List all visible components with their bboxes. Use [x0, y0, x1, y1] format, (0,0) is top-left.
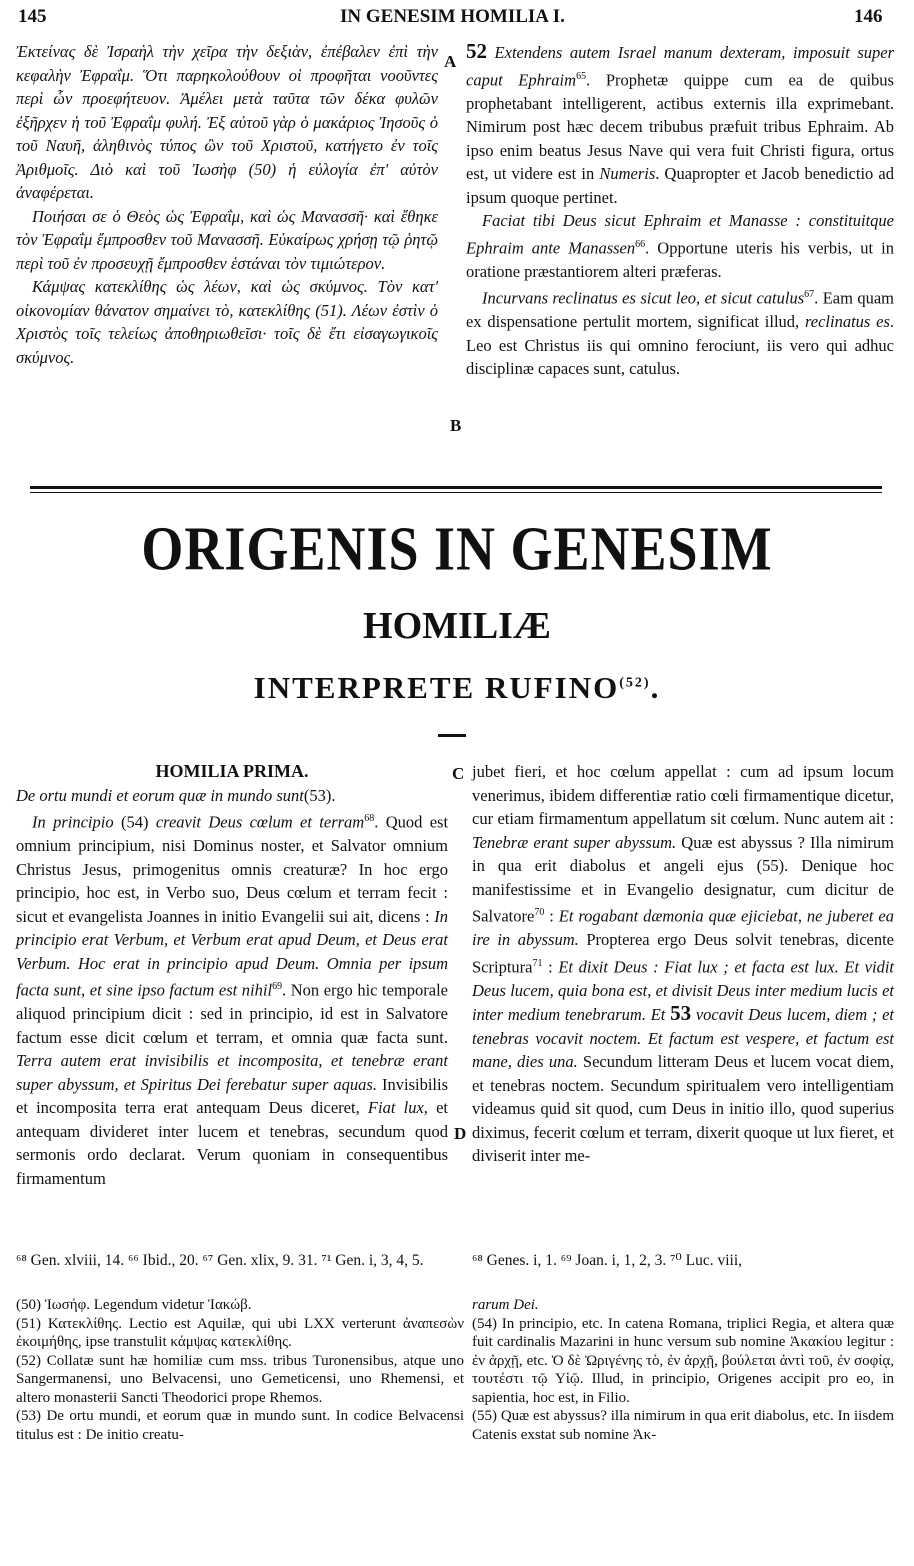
latin-lemma-3: Incurvans reclinatus es sicut leo, et sicut catulus [482, 288, 805, 308]
ref-marker: 68 [364, 813, 375, 824]
scripture-refs-right: ⁶⁸ Genes. i, 1. ⁶⁹ Joan. i, 1, 2, 3. ⁷⁰ Luc. viii, [472, 1252, 743, 1269]
greek-paragraph-2: Ποιήσαι σε ὁ Θεὸς ὡς Ἐφραΐμ, καὶ ὡς Μανασσῆ· καὶ ἔθηκε τὸν Ἐφραΐμ ἔμπροσθεν τοῦ Μανασσῆ. Εὐκαίρως χρήσῃ τῷ ῥητῷ περὶ τοῦ ἐν προσευχῇ ἔμπροσθεν ἑστάναι τὸν τιμιώτερον. [16, 206, 438, 273]
ref-marker: 69 [272, 981, 283, 992]
latin-lemma-2: Faciat tibi Deus sicut Ephraim et Manasse : constituitque Ephraim ante Manassen [466, 211, 894, 257]
body-text: : [544, 906, 554, 926]
greek-column [16, 40, 438, 369]
short-dash [438, 734, 466, 737]
lemma: creavit Deus cœlum et terram [155, 812, 365, 832]
subtitle-text: INTERPRETE RUFINO [253, 670, 620, 705]
subtitle-homiliae: HOMILIÆ [363, 605, 551, 647]
body-text: Invisibilis et incomposita terra erat antequam Deus diceret, [16, 1074, 449, 1117]
margin-letter-d: D [454, 1124, 467, 1143]
latin-text: . Quapropter et Jacob benedictio ad ipsum quoque pertinet. [466, 164, 894, 207]
subtitle-interprete [0, 670, 914, 706]
latin-text: . Eam quam ex dispensatione pertulit mortem, significat illud, [466, 288, 894, 331]
column-number-53: 53 [670, 1001, 692, 1025]
latin-paragraph-3 [466, 283, 894, 381]
margin-letter-c: C [452, 764, 465, 783]
quotation: Et rogabant dæmonia quæ ejiciebat, ne juberet ea ire in abyssum. [472, 906, 895, 949]
homily-right-paragraph [472, 760, 894, 1168]
margin-letter-b: B [450, 416, 462, 435]
separator-thin-rule [30, 492, 882, 493]
footnotes-right [472, 1296, 894, 1444]
latin-paragraph-1 [466, 40, 894, 209]
quotation: vocavit Deus lucem, diem ; et tenebras vocavit noctem. Et factum est vespere, et factum est mane, dies una. [472, 1005, 895, 1071]
ref-marker: 71 [532, 957, 543, 969]
ref-marker: 67 [804, 289, 815, 300]
quotation: Fiat lux [367, 1098, 424, 1117]
latin-text: . Prophetæ quippe cum ea de quibus prophetabant intelligerent, actibus externis illa exprimebant. Nimirum post hæc decem tribubus præfuit tribus Ephraim. Ab ipso enim beatus Jesus Nave qui vera fuit Christi figura, ortus est, ut videre est in [466, 70, 894, 183]
main-title: ORIGENIS IN GENESIM [141, 514, 773, 584]
greek-paragraph-3: Κάμψας κατεκλίθης ὡς λέων, καὶ ὡς σκύμνος. Τὸν κατ' οἰκονομίαν θάνατον σημαίνει τὸ, κατεκλίθης (51). Λέων ἐστὶν ὁ Χριστὸς τοῖς τελείως ἀποθηριωθεῖσι· τοῖς δὲ ἔτι εἰσαγωγικοῖς σκύμνος. [16, 277, 438, 367]
note-marker-52: (52) [619, 675, 651, 691]
subtitle-period: . [650, 670, 661, 705]
ref-marker: 70 [534, 907, 545, 918]
ref-marker: 65 [576, 70, 587, 82]
body-text: jubet fieri, et hoc cœlum appellat : cum ad ipsum locum venerimus, ibidem differentiæ ratio cœli firmamentique dicetur, cur etiam firmamentum appellatum sit cœlum. Nunc autem ait : [472, 762, 894, 828]
homily-left-paragraph [16, 807, 448, 1190]
footnote-55: (55) Quæ est abyssus? illa nimirum in qua erit diabolus, etc. In iisdem Catenis exstat sub nomine Ἀκ- [472, 1408, 894, 1443]
body-text: , et antequam divideret inter lucem et tenebras, secundum quod sermonis ordo declarat. Verum quoniam in consequentibus firmamentum [16, 1098, 449, 1188]
column-number-52: 52 [466, 39, 487, 63]
lemma: In principio [32, 812, 114, 832]
left-page-number: 145 [18, 6, 47, 27]
quotation: Terra autem erat invisibilis et incomposita, et tenebræ erant super abyssum, et Spiritus Dei ferebatur super aquas. [16, 1051, 448, 1094]
quotation: In principio erat Verbum, et Verbum erat apud Deum, et Deus erat Verbum. Hoc erat in principio apud Deum. Omnia per ipsum facta sunt, et sine ipso factum est nihil [16, 906, 448, 1000]
homily-subtitle [16, 784, 448, 808]
latin-column [466, 40, 894, 381]
homily-left-column [16, 760, 448, 1190]
note-ref: (54) [120, 812, 149, 832]
scripture-refs-left: ⁶⁸ Gen. xlviii, 14. ⁶⁶ Ibid., 20. ⁶⁷ Gen. xlix, 9. 31. ⁷¹ Gen. i, 3, 4, 5. [16, 1252, 424, 1269]
homily-subtitle-text: De ortu mundi et eorum quæ in mundo sunt [16, 785, 304, 805]
body-text: Secundum litteram Deus et lucem vocat diem, et tenebras noctem. Secundum spiritualem vero intelligentiam videamus quid sit quod, cum Deus in initio illo, quod superius diximus, fecerit cœlum et terram, dixerit quoque ut lux fieret, et diviserit inter me- [472, 1052, 895, 1165]
footnote-53: (53) De ortu mundi, et eorum quæ in mundo sunt. In codice Belvacensi titulus est : De initio creatu- [16, 1408, 464, 1443]
body-text: : [542, 957, 553, 976]
greek-paragraph-1: Ἐκτείνας δὲ Ἰσραὴλ τὴν χεῖρα τὴν δεξιὰν, ἐπέβαλεν ἐπὶ τὴν κεφαλὴν Ἐφραΐμ. Ὅτι παρηκολούθουν οἱ προφῆται νοοῦντες περὶ ὧν προεφήτευον. Ἀμέλει μετὰ ταῦτα τῶν δέκα φυλῶν ἐξῆρχεν ἡ τοῦ Ἐφραΐμ φυλή. Ἐξ αὐτοῦ γὰρ ὁ μακάριος Ἰησοῦς ὁ τοῦ Ναυῆ, ἀληθινὸς τύπος ὢν τοῦ Χριστοῦ, κατήγετο ἐν τοῖς Ἀριθμοῖς. Διὸ καὶ τοῦ Ἰωσὴφ (50) ἡ εὐλογία ἐπ' αὐτὸν ἀναφέρεται. [16, 42, 438, 202]
footnote-51: (51) Κατεκλίθης. Lectio est Aquilæ, qui ubi LXX verterunt ἀναπεσὼν ἐκοιμήθης, ipse transtulit κάμψας κατεκλίθης. [16, 1315, 464, 1350]
footnote-54: (54) In principio, etc. In catena Romana, triplici Regia, et altera quæ fuit cardinalis Mazarini in hunc versum sub nomine Ἀκακίου legitur : ἐν ἀρχῇ, etc. Ὁ δὲ Ὠριγένης τὸ, ἐν ἀρχῇ, βούλεται ἀντὶ τοῦ, ἐν σοφίᾳ, τουτέστι τῷ Υἱῷ. Illud, in principio, Origenes accipit pro eo, in sapientia, hoc est, in Filio. [472, 1315, 894, 1406]
body-text: . Quod est omnium principium, nisi Dominus noster, et Salvator omnium Christus Jesus, primogenitus omnis creaturæ? In hoc ergo principio, hoc est, in Verbo suo, Deus cœlum et terram fecit : sicut et evangelista Joannes in initio Evangelii sui ait, dicens : [16, 812, 449, 926]
body-text: Propterea ergo Deus solvit tenebras, dicente Scriptura [472, 930, 895, 976]
body-text: Quæ est abyssus ? Illa nimirum in qua erit diabolus et angeli ejus (55). Denique hoc manifestissime et in Evangelio designatur, cum dicitur de Salvatore [472, 832, 895, 926]
homily-heading: HOMILIA PRIMA. [155, 761, 309, 781]
latin-text: . Opportune uteris his verbis, ut in oratione præstantiorem alteri præferas. [466, 238, 894, 281]
footnote-53-continued: rarum Dei. [472, 1297, 539, 1313]
footnote-52: (52) Collatæ sunt hæ homiliæ cum mss. tribus Turonensibus, atque uno Sangermanensi, uno Belvacensi, uno Gemeticensi, uno Rhemensi, et altero monasterii Sancti Theodorici prope Rhemos. [16, 1352, 464, 1406]
body-text: . Non ergo hic temporale aliquod principium dicit : sed in principio, id est in Salvatore factum esse dicit cœlum et terram, et omnia quæ facta sunt. [16, 980, 449, 1047]
homily-subtitle-ref: (53). [303, 785, 336, 805]
margin-letter-a: A [444, 52, 457, 71]
quotation: Et dixit Deus : Fiat lux ; et facta est lux. Et vidit Deus lucem, quia bona est, et divisit Deus inter medium lucis et inter medium tenebrarum. Et [472, 957, 894, 1024]
right-page-number: 146 [854, 6, 883, 27]
footnote-50: (50) Ἰωσήφ. Legendum videtur Ἰακώβ. [16, 1297, 252, 1313]
quotation: Tenebræ erant super abyssum. [472, 832, 677, 852]
ref-marker: 66 [635, 238, 646, 250]
latin-italic: reclinatus es [804, 312, 890, 331]
latin-lemma-1: Extendens autem Israel manum dexteram, imposuit super caput Ephraim [466, 43, 895, 89]
footnotes-left [16, 1296, 464, 1444]
latin-text: . Leo est Christus iis qui omnino ferociunt, iis vero qui adhuc disciplinæ capaces sunt, catulus. [466, 312, 894, 378]
latin-italic: Numeris [599, 164, 656, 183]
separator-thick-rule [30, 486, 882, 489]
running-title: IN GENESIM HOMILIA I. [340, 6, 565, 27]
homily-right-column [472, 760, 894, 1168]
latin-paragraph-2 [466, 209, 894, 283]
